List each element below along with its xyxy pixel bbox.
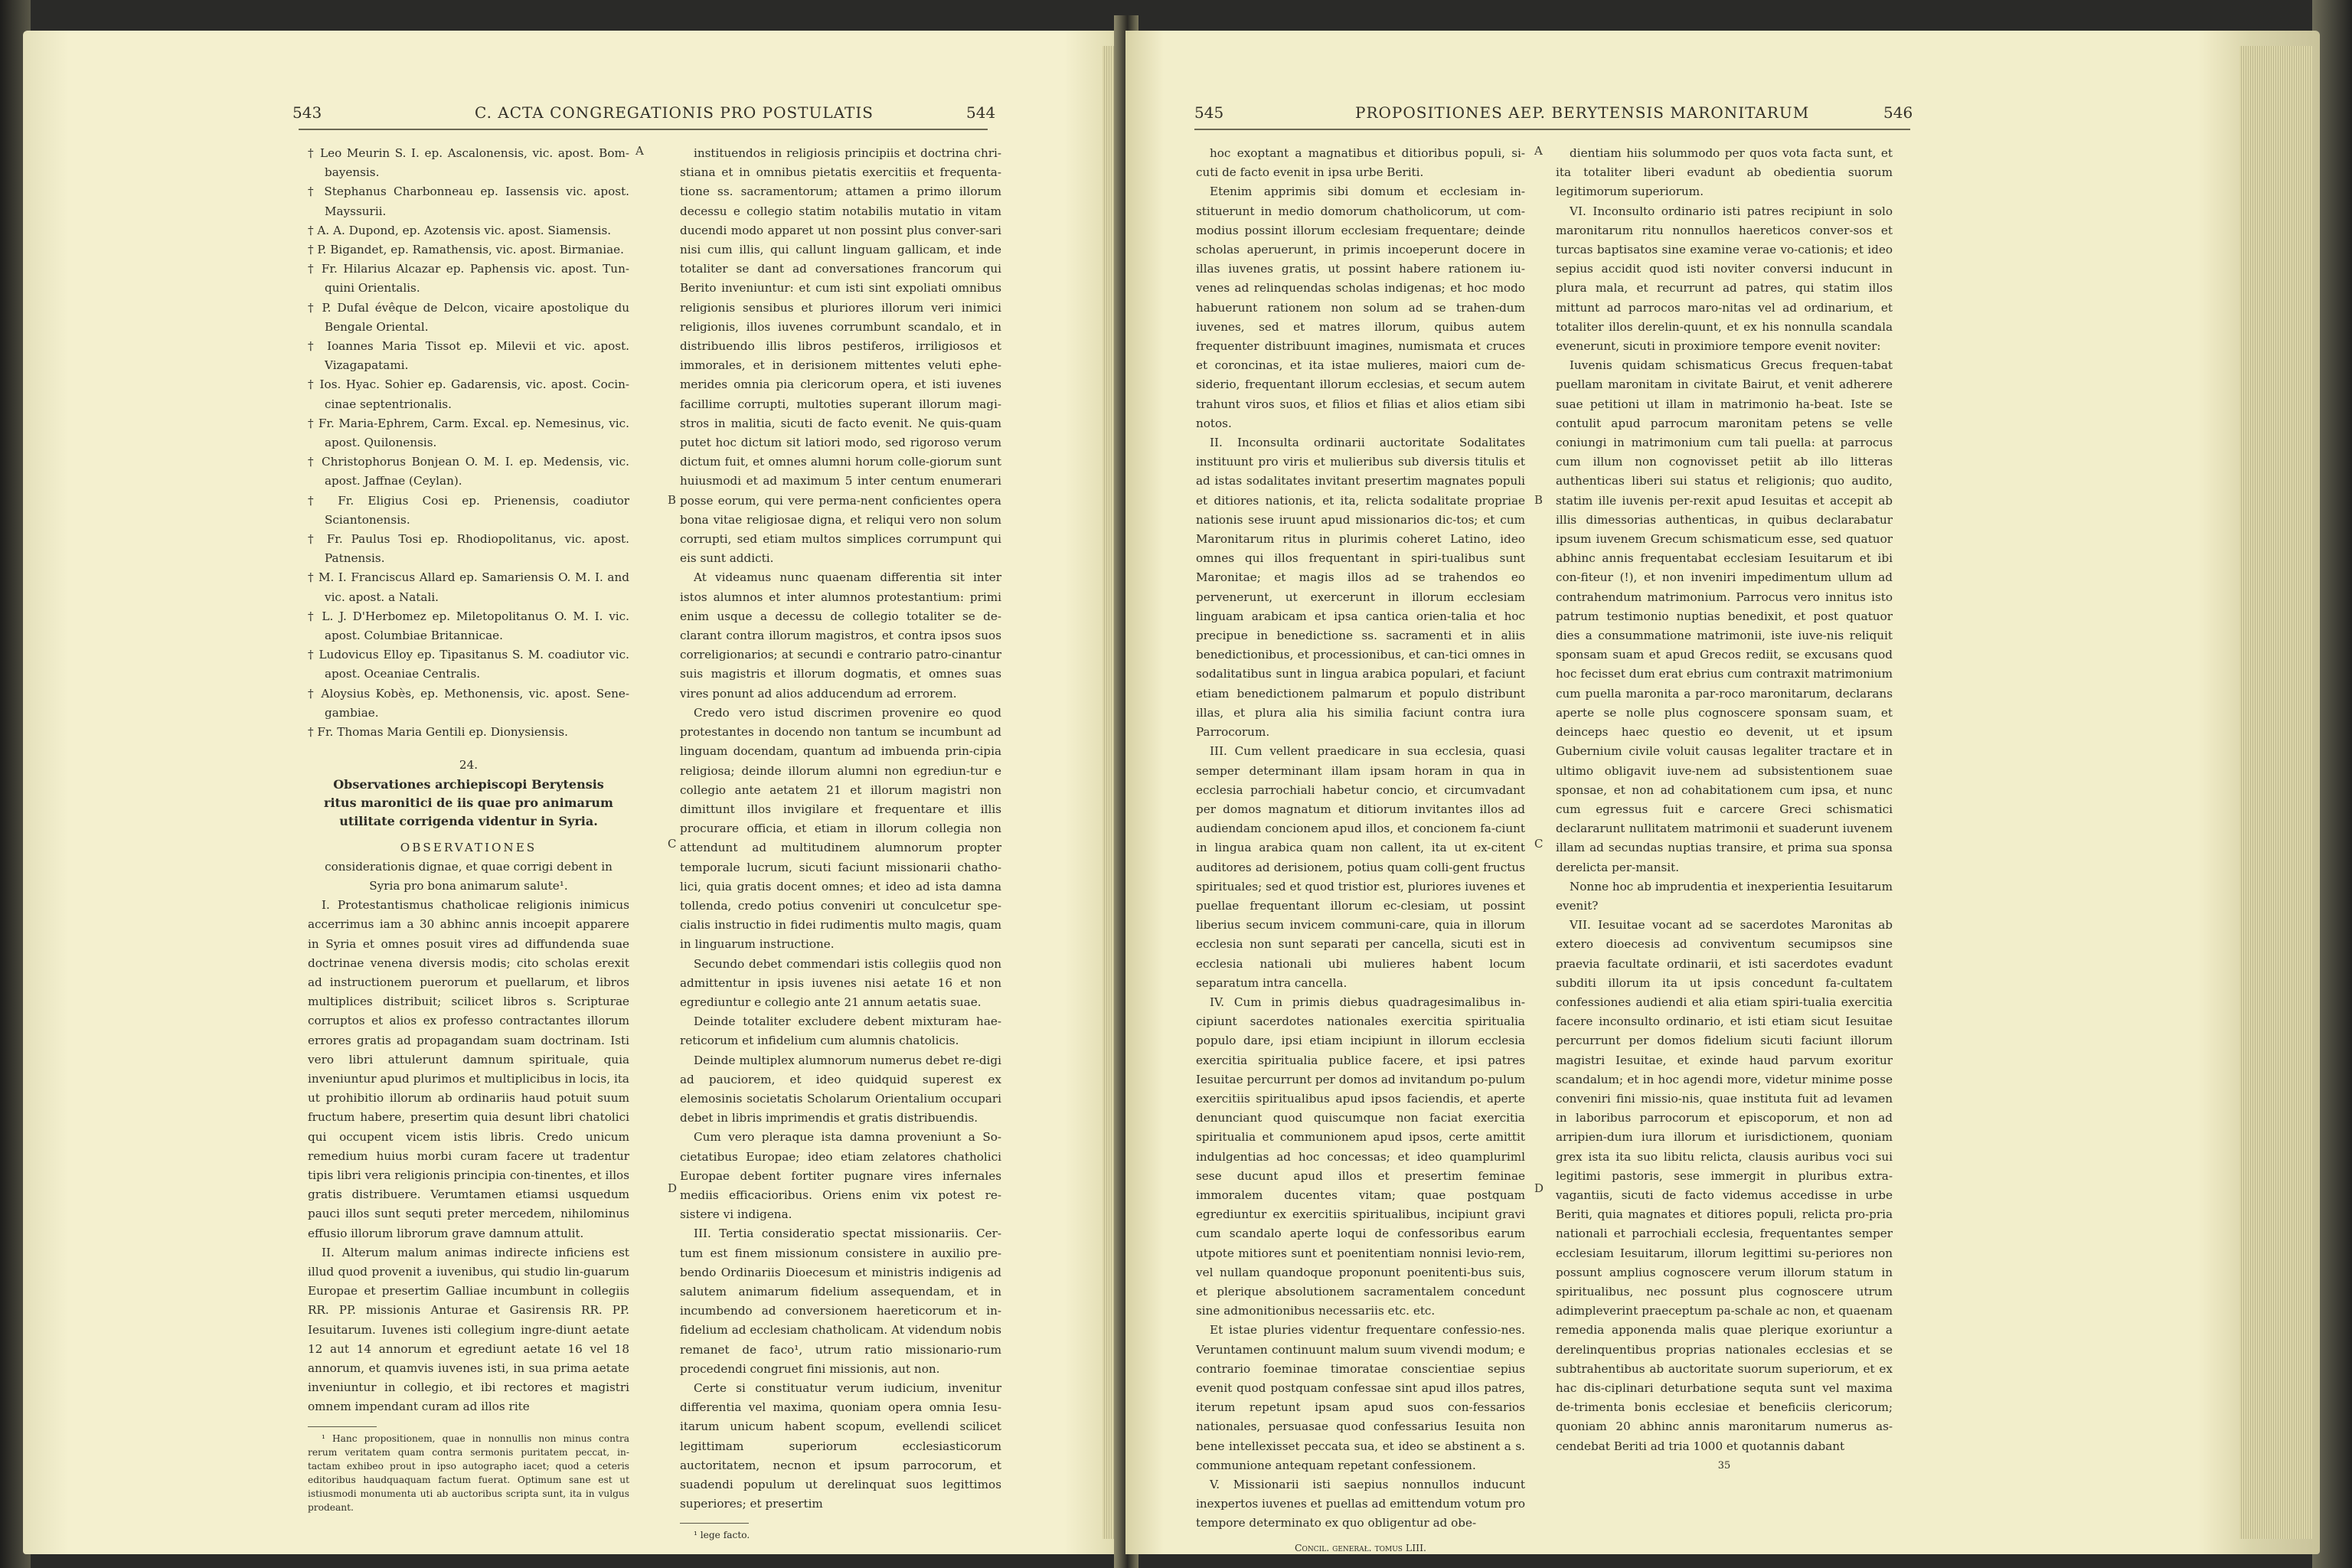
section-number: 24. [459, 758, 479, 773]
signatory-entry: † Ioannes Maria Tissot ep. Milevii et vic. apost. Vizagapatami. [308, 339, 629, 373]
paragraph: At videamus nunc quaenam differentia sit inter istos alumnos et inter alumnos protestantium: primi enim usque a decessu de collegio totaliter se de-clarant contra illorum magistros, et contra ipsos suos correligionarios; at secundi e contrario patro-cinantur suis magistris et illorum dogmatis, et omnes suas vires ponunt ad alios adducendum ad errorem. [680, 570, 1001, 701]
paragraph: III. Tertia consideratio spectat missionariis. Cer-tum est finem missionum consistere in auxilio pre-bendo Ordinariis Dioecesum et ministris indigenis ad salutem animarum fidelium assequendam, et in incumbendo ad conversionem haereticorum et in-fidelium ad ecclesiam chatholicam. At videndum nobis remanet de faco¹, utrum ratio missionario-rum procedendi congruet fini missionis, aut non. [680, 1227, 1001, 1376]
paragraph: instituendos in religiosis principiis et doctrina chri-stiana et in omnibus pietatis exercitiis et frequenta-tione ss. sacramentorum; attamen a primo illorum decessu e collegio statim notabilis mutatio in vitam ducendi modo apparet ut non possint plus conver-sari nisi cum illis, qui callunt linguam gallicam, et inde totaliter se dant ad conversationes francorum qui Berito inveniuntur: et cum isti sint expoliati omnibus religionis sensibus et pluriores illorum veri inimici religionis, illos iuvenes corrumbunt scandalo, et in distribuendo illis libros pestiferos, irriligiosos et immorales, et in derisionem mittentes veluti ephe-merides omnia pia clericorum opera, et isti iuvenes facillime corrupti, multoties superant illorum magi-stros in malitia, sicuti de facto evenit. Ne quis-quam putet hoc dictum sit latiori modo, sed rigoroso verum dictum fuit, et omnes alumni horum colle-giorum sunt huiusmodi et ad maximum 5 inter centum enumerari posse eorum, qui vere perma-nent conficientes opera bona vitae religiosae digna, et reliqui vero non solum corrupti, sed etiam multos simplices corrumpunt qui eis sunt addicti. [680, 146, 1001, 566]
paragraph: Et istae pluries videntur frequentare confessio-nes. Veruntamen continuunt malum suum vivendi modum; e contrario foeminae timoratae conscientiae sepius evenit quod postquam confessae sint apud illos patres, iterum repetunt ipsam apud suos con-fessarios nationales, persuasae quod confessarius Iesuita non bene intellexisset peccata sua, et ideo se abstinent a s. communione antequam repetant confessionem. [1196, 1323, 1525, 1472]
section-title: Observationes archiepiscopi Berytensis ritus maronitici de iis quae pro animarum utilitate corrigenda videntur in Syria. [324, 776, 613, 828]
signatory-entry: † Fr. Eligius Cosi ep. Prienensis, coadiutor Sciantonensis. [308, 493, 629, 527]
paragraph: dientiam hiis solummodo per quos vota facta sunt, et ita totaliter liberi evadunt ab obedientia suorum legitimorum superiorum. [1556, 146, 1893, 199]
margin-letter: B [1534, 493, 1544, 507]
signatory-entry: † Fr. Thomas Maria Gentili ep. Dionysiensis. [308, 725, 568, 740]
paragraph: VI. Inconsulto ordinario isti patres recipiunt in solo maronitarum ritu nonnullos haereticos conver-sos et turcas baptisatos sine examine verae vo-cationis; et ideo sepius accidit quod isti noviter conversi inducunt in plura mala, et recurrunt ad patres, qui statim illos mittunt ad parrocos maro-nitas vel ad ordinarium, et totaliter illos derelin-quunt, et ex his nonnulla scandala evenerunt, sicuti in proximiore tempore evenit noviter: [1556, 204, 1893, 354]
signatory-entry: † Christophorus Bonjean O. M. I. ep. Medensis, vic. apost. Jaffnae (Ceylan). [308, 455, 629, 488]
text-column [1196, 144, 1525, 1557]
margin-letter: A [1534, 144, 1543, 158]
paragraph: Deinde multiplex alumnorum numerus debet re-digi ad pauciorem, et ideo quidquid superest ex elemosinis societatis Scholarum Orientalium occupari debet in libris imprimendis et gratis distribuendis. [680, 1053, 1001, 1125]
page-number: 546 [1883, 103, 1913, 122]
page-number: 543 [292, 103, 322, 122]
paragraph: II. Alterum malum animas indirecte inficiens est illud quod provenit a iuvenibus, qui studio lin-guarum Europae et presertim Galliae incumbunt in collegiis RR. PP. missionis Anturae et Gasirensis RR. PP. Iesuitarum. Iuvenes isti collegium ingre-diunt aetate 12 aut 14 annorum et egrediunt aetate 16 vel 18 annorum, et quamvis iuvenes isti, in sua prima aetate inveniuntur in collegio, et ibi rectores et magistri omnem impendant curam ad illos rite [308, 1245, 629, 1414]
footnote-rule [308, 1426, 377, 1427]
signatory-entry: † Ludovicus Elloy ep. Tipasitanus S. M. coadiutor vic. apost. Oceaniae Centralis. [308, 648, 629, 681]
text-column [308, 144, 629, 1514]
page-edges [2239, 46, 2312, 1539]
page-number: 544 [966, 103, 996, 122]
paragraph: Secundo debet commendari istis collegiis quod non admittentur in ipsis iuvenes nisi aetate 16 et non egrediuntur e collegio ante 21 annum aetatis suae. [680, 956, 1001, 1009]
text-column [1556, 144, 1893, 1475]
footnote-rule [680, 1523, 749, 1524]
volume-footer: Concil. generał. tomus LIII. [1294, 1541, 1427, 1553]
signatory-entry: † P. Dufal évêque de Delcon, vicaire apostolique du Bengale Oriental. [308, 300, 629, 334]
header-rule [299, 129, 988, 130]
signatory-entry: † Leo Meurin S. I. ep. Ascalonensis, vic. apost. Bom-bayensis. [308, 146, 629, 180]
paragraph: V. Missionarii isti saepius nonnullos inducunt inexpertos iuvenes et puellas ad emittendum votum pro tempore determinato ex quo obligentur ad obe- [1196, 1478, 1525, 1530]
margin-letter: A [635, 144, 644, 158]
signatory-entry: † P. Bigandet, ep. Ramathensis, vic. apost. Birmaniae. [308, 243, 624, 257]
section-intro: considerationis dignae, et quae corrigi debent in Syria pro bona animarum salute¹. [325, 859, 612, 893]
running-head: C. ACTA CONGREGATIONIS PRO POSTULATIS [475, 103, 874, 122]
signatory-entry: † M. I. Franciscus Allard ep. Samariensis O. M. I. and vic. apost. a Natali. [308, 570, 629, 604]
paragraph: III. Cum vellent praedicare in sua ecclesia, quasi semper determinant illam ipsam horam in qua in ecclesia parrochiali habetur concio, et circumvadant per domos magnatum et ditiorum invitantes illos ad audiendam concionem apud illos, et concionem fa-ciunt in lingua arabica quam non callent, ita ut ex-citent auditores ad derisionem, potius quam colli-gent fructus spirituales; sed et quod tristior est, pluriores iuvenes et puellae frequentant illorum ec-clesiam, ut possint liberius secum invicem communi-care, quia in illorum ecclesia non sunt separati per cancella, sicuti est in ecclesia nationali ubi mulieres habent locum separatum intra cancella. [1196, 744, 1525, 990]
section-heading: OBSERVATIONES [400, 840, 537, 854]
signatory-entry: † A. A. Dupond, ep. Azotensis vic. apost. Siamensis. [308, 223, 612, 237]
signatory-entry: † L. J. D'Herbomez ep. Miletopolitanus O. M. I. vic. apost. Columbiae Britannicae. [308, 609, 629, 643]
header-rule [1194, 129, 1910, 130]
paragraph: IV. Cum in primis diebus quadragesimalibus in-cipiunt sacerdotes nationales exercitia spiritualia populo dare, ipsi etiam incipiunt in illorum ecclesia exercitia spiritualia publice facere, et ipsi patres Iesuitae percurrunt per domos ad invitandum po-pulum exercitiis spiritualibus apud ipsos faciendis, et aperte denunciant quod quiscumque non faciat exercitia spiritualia et communionem apud ipsos, certe amittit indulgentias ad hoc concessas; et ideo quampluriml sese ducunt apud illos et presertim feminae immoralem ducentes vitam; quae postquam egrediuntur ex exercitiis spiritualibus, incipiunt gravi cum scandalo aperte loqui de confessoribus earum utpote mitiores sunt et poenitentiam nonnisi levio-rem, vel nullam quandoque proponunt poenitenti-bus suis, et plerique absolutionem sacramentalem concedunt sine admonitionibus necessariis etc. etc. [1196, 995, 1525, 1318]
body-text [680, 144, 1001, 1514]
left-page [23, 31, 1125, 1554]
footnote: ¹ lege facto. [694, 1530, 750, 1541]
signature-mark: 35 [1717, 1459, 1731, 1472]
paragraph: Nonne hoc ab imprudentia et inexperientia Iesuitarum evenit? [1556, 879, 1893, 913]
paragraph: hoc exoptant a magnatibus et ditioribus populi, si-cuti de facto evenit in ipsa urbe Beriti. [1196, 146, 1525, 180]
paragraph: Iuvenis quidam schismaticus Grecus frequen-tabat puellam maronitam in civitate Bairut, et venit adherere suae petitioni ut illam in matrimonio ha-beat. Iste se contulit apud parrocum maronitam petens se velle coniungi in matrimonium cum tali puella: at parrocus cum illum non cognovisset petiit ab illo litteras authenticas liberi sui status et religionis; quo audito, statim ille iuvenis per-rexit apud Iesuitas et accepit ab illis dimessorias authenticas, in quibus declarabatur ipsum iuvenem Grecum schismaticum esse, sed quatuor abhinc annis frequentabat ecclesiam Iesuitarum et ibi con-fiteur (!), et non inveniri impedimentum ullum ad contrahendum matrimonium. Parrocus vero innitus isto patrum testimonio nuptias benedixit, et post quatuor dies a consummatione matrimonii, iste iuve-nis reliquit sponsam suam et apud Grecos rediit, se excusans quod hoc fecisset dum erat ebrius cum contraxit matrimonium cum puella maronita a par-roco maronitarum, declarans aperte se nolle plus cognoscere sponsam suam, et deinceps haec questio eo devenit, ut et ipsum Gubernium civile voluit causas legaliter tractare et in ultimo obligavit iuve-nem ad subsistentionem suae sponsae, et non ad cohabitationem cum ipsa, et nunc cum egressus fuit e carcere Greci schismatici declararunt nullitatem matrimonii et suaderunt iuvenem illam ad secundas nuptias transire, et prima sua sponsa derelicta per-mansit. [1556, 358, 1893, 874]
paragraph: Etenim apprimis sibi domum et ecclesiam in-stituerunt in medio domorum chatholicorum, ut com-modius possint illorum ecclesiam frequentare; deinde scholas aperuerunt, in primis incoeperunt docere in illas iuvenes gratis, ut possint habere rationem iu-venes ad relinquendas scholas indigenas; et hoc modo habuerunt rationem non solum ad se trahen-dum iuvenes, sed et matres illorum, quibus autem frequenter distribuunt imagines, numismata et cruces et coroncinas, et ita istae mulieres, maiori cum de-siderio, frequentant illorum ecclesias, et secum autem trahunt viros suos, et filios et filias et alios etiam sibi notos. [1196, 185, 1525, 430]
page-number: 545 [1194, 103, 1224, 122]
body-text [1556, 144, 1893, 1456]
margin-letter: B [668, 493, 677, 507]
paragraph: Deinde totaliter excludere debent mixturam hae-reticorum et infidelium cum alumnis chatolicis. [680, 1014, 1001, 1048]
signatories-list [308, 144, 629, 742]
signatory-entry: † Aloysius Kobès, ep. Methonensis, vic. apost. Sene-gambiae. [308, 686, 629, 720]
right-page [1125, 31, 2320, 1554]
signatory-entry: † Fr. Maria-Ephrem, Carm. Excal. ep. Nemesinus, vic. apost. Quilonensis. [308, 416, 629, 450]
running-head: PROPOSITIONES AEP. BERYTENSIS MARONITARUM [1355, 103, 1810, 122]
paragraph: Certe si constituatur verum iudicium, invenitur differentia vel maxima, quoniam opera omnia Iesu-itarum unicum habent scopum, evellendi scilicet legittimam superiorum ecclesiasticorum auctoritatem, necnon et ipsum parrocorum, et suadendi populum ut derelinquat suos legittimos superiores; et presertim [680, 1381, 1001, 1511]
body-text [1196, 144, 1525, 1534]
paragraph: I. Protestantismus chatholicae religionis inimicus accerrimus iam a 30 abhinc annis incoepit apparere in Syria et omnes posuit vires ad diffundenda suae doctrinae venena diversis modis; cito scholas erexit ad instructionem puerorum et puellarum, et libros multiplices distribuit; scilicet libros s. Scripturae corruptos et alios ex professo contractantes illorum errores gratis ad propagandam suam doctrinam. Isti vero libri attulerunt damnum spirituale, quia inveniuntur apud plurimos et multiplicibus in locis, ita ut prohibitio illorum ab ordinariis haud potuit suum fructum habere, presertim quia desunt libri chatolici qui occupent vicem istis libris. Credo unicum remedium huius morbi curam facere ut tradentur tipis libri vera religionis principia con-tinentes, et illos gratis distribuere. Verumtamen etiamsi usquedum pauci illos sunt sequti preter mercedem, nihilominus effusio illorum librorum grave damnum attulit. [308, 898, 629, 1240]
margin-letter: C [668, 837, 677, 851]
signatory-entry: † Fr. Paulus Tosi ep. Rhodiopolitanus, vic. apost. Patnensis. [308, 532, 629, 566]
paragraph: Credo vero istud discrimen provenire eo quod protestantes in docendo non tantum se incumbunt ad linguam docendam, quantum ad imbuenda prin-cipia religiosa; deinde illorum alumni non egrediun-tur e collegio ante aetatem 21 et illorum magistri non dimittunt illos invigilare et frequentare et illis procurare officia, et etiam in illorum collegia non attendunt ad multitudinem alumnorum propter temporale lucrum, sicuti faciunt missionarii chatho-lici, quia gratis docent omnes; et ideo ad ista damna tollenda, credo potius conveniri ut conculcetur spe-cialis instructio in fidei rudimentis multo magis, quam in linguarum instructione. [680, 705, 1001, 952]
signatory-entry: † Fr. Hilarius Alcazar ep. Paphensis vic. apost. Tun-quini Orientalis. [308, 262, 629, 296]
signatory-entry: † Stephanus Charbonneau ep. Iassensis vic. apost. Mayssurii. [308, 185, 629, 218]
margin-letter: C [1534, 837, 1544, 851]
paragraph: II. Inconsulta ordinarii auctoritate Sodalitates instituunt pro viris et mulieribus sub diversis titulis et ad istas sodalitates invitant presertim magnates populi et ditiores nationis, et ita, relicta sodalitate propriae nationis sese iruunt apud missionarios dic-tos; et cum Maronitarum ritus in plurimis coheret Latino, ideo omnes qui illos frequentant in spiri-tualibus sunt Maronitae; et magis illos ad se trahendos eo pervenerunt, ut exercerunt in illorum ecclesiam linguam arabicam et ipsa cantica orien-talia et hoc precipue in benedictione ss. sacramenti et in aliis benedictionibus, et processionibus, et can-tici omnes in sodalitatibus sunt in lingua arabica populari, et faciunt etiam benedictionem palmarum et populo distribunt illas, et plura alia his similia faciunt contra iura Parrocorum. [1196, 436, 1525, 740]
paragraph: Cum vero pleraque ista damna proveniunt a So-cietatibus Europae; ideo etiam zelatores chatholici Europae debent fortiter pugnare vires infernales mediis efficacioribus. Oriens enim vix potest re-sistere vi indigena. [680, 1130, 1001, 1222]
paragraph: VII. Iesuitae vocant ad se sacerdotes Maronitas ab extero dioecesis ad conviventum secumipsos sine praevia facultate ordinarii, et isti sacerdotes evadunt subditi illorum ita ut ipsis concedunt fa-cultatem confessiones audiendi et alia etiam spiri-tualia exercitia facere inconsulto ordinario, et isti etiam sicut Iesuitae percurrunt per domos fidelium sicuti faciunt illorum magistri Iesuitae, et exinde haud parvum exoritur scandalum; et in hoc agendi more, videtur minime posse conveniri fini missio-nis, quae instituta fuit ad levamen in laboribus parrocorum et episcoporum, et non ad arripien-dum iura illorum et iurisdictionem, quoniam grex ista ita suo libitu relicta, clausis auribus voci sui legitimi pastoris, sese immergit in pluribus extra-vagantiis, sicuti de facto videmus accedisse in urbe Beriti, quia magnates et ditiores populi, relicta pro-pria nationali et parrochiali ecclesia, frequentantes semper ecclesiam Iesuitarum, illorum legittimi su-periores non possunt amplius cognoscere verum illorum statum in spiritualibus, nec possunt plus cognoscere utrum adimpleverint praeceptum pa-schale ac non, et quaenam remedia apponenda malis quae plerique exoriuntur a derelinquentibus proprias nationales ecclesias et se subtrahentibus ab auctoritate suorum superiorum, et ex hac dis-ciplinari deturbatione sequta sunt vel maxima de-trimenta bonis ecclesiae et beneficiis clericorum; quoniam 20 abhinc annis maronitarum numerus as-cendebat Beriti ad tria 1000 et quotannis dabant [1556, 918, 1893, 1453]
body-text [308, 896, 629, 1416]
text-column [680, 144, 1001, 1542]
footnote: ¹ Hanc propositionem, quae in nonnullis non minus contra rerum veritatem quam contra sermonis puritatem peccat, in-tactam exhibeo prout in ipso autographo iacet; quod a ceteris editoribus haudquaquam factum fuerat. Optimum sane est ut istiusmodi monumenta uti ab auctoribus scripta sunt, ita in vulgus prodeant. [308, 1432, 629, 1513]
signatory-entry: † Ios. Hyac. Sohier ep. Gadarensis, vic. apost. Cocin-cinae septentrionalis. [308, 377, 629, 411]
margin-letter: D [668, 1181, 678, 1195]
margin-letter: D [1534, 1181, 1544, 1195]
